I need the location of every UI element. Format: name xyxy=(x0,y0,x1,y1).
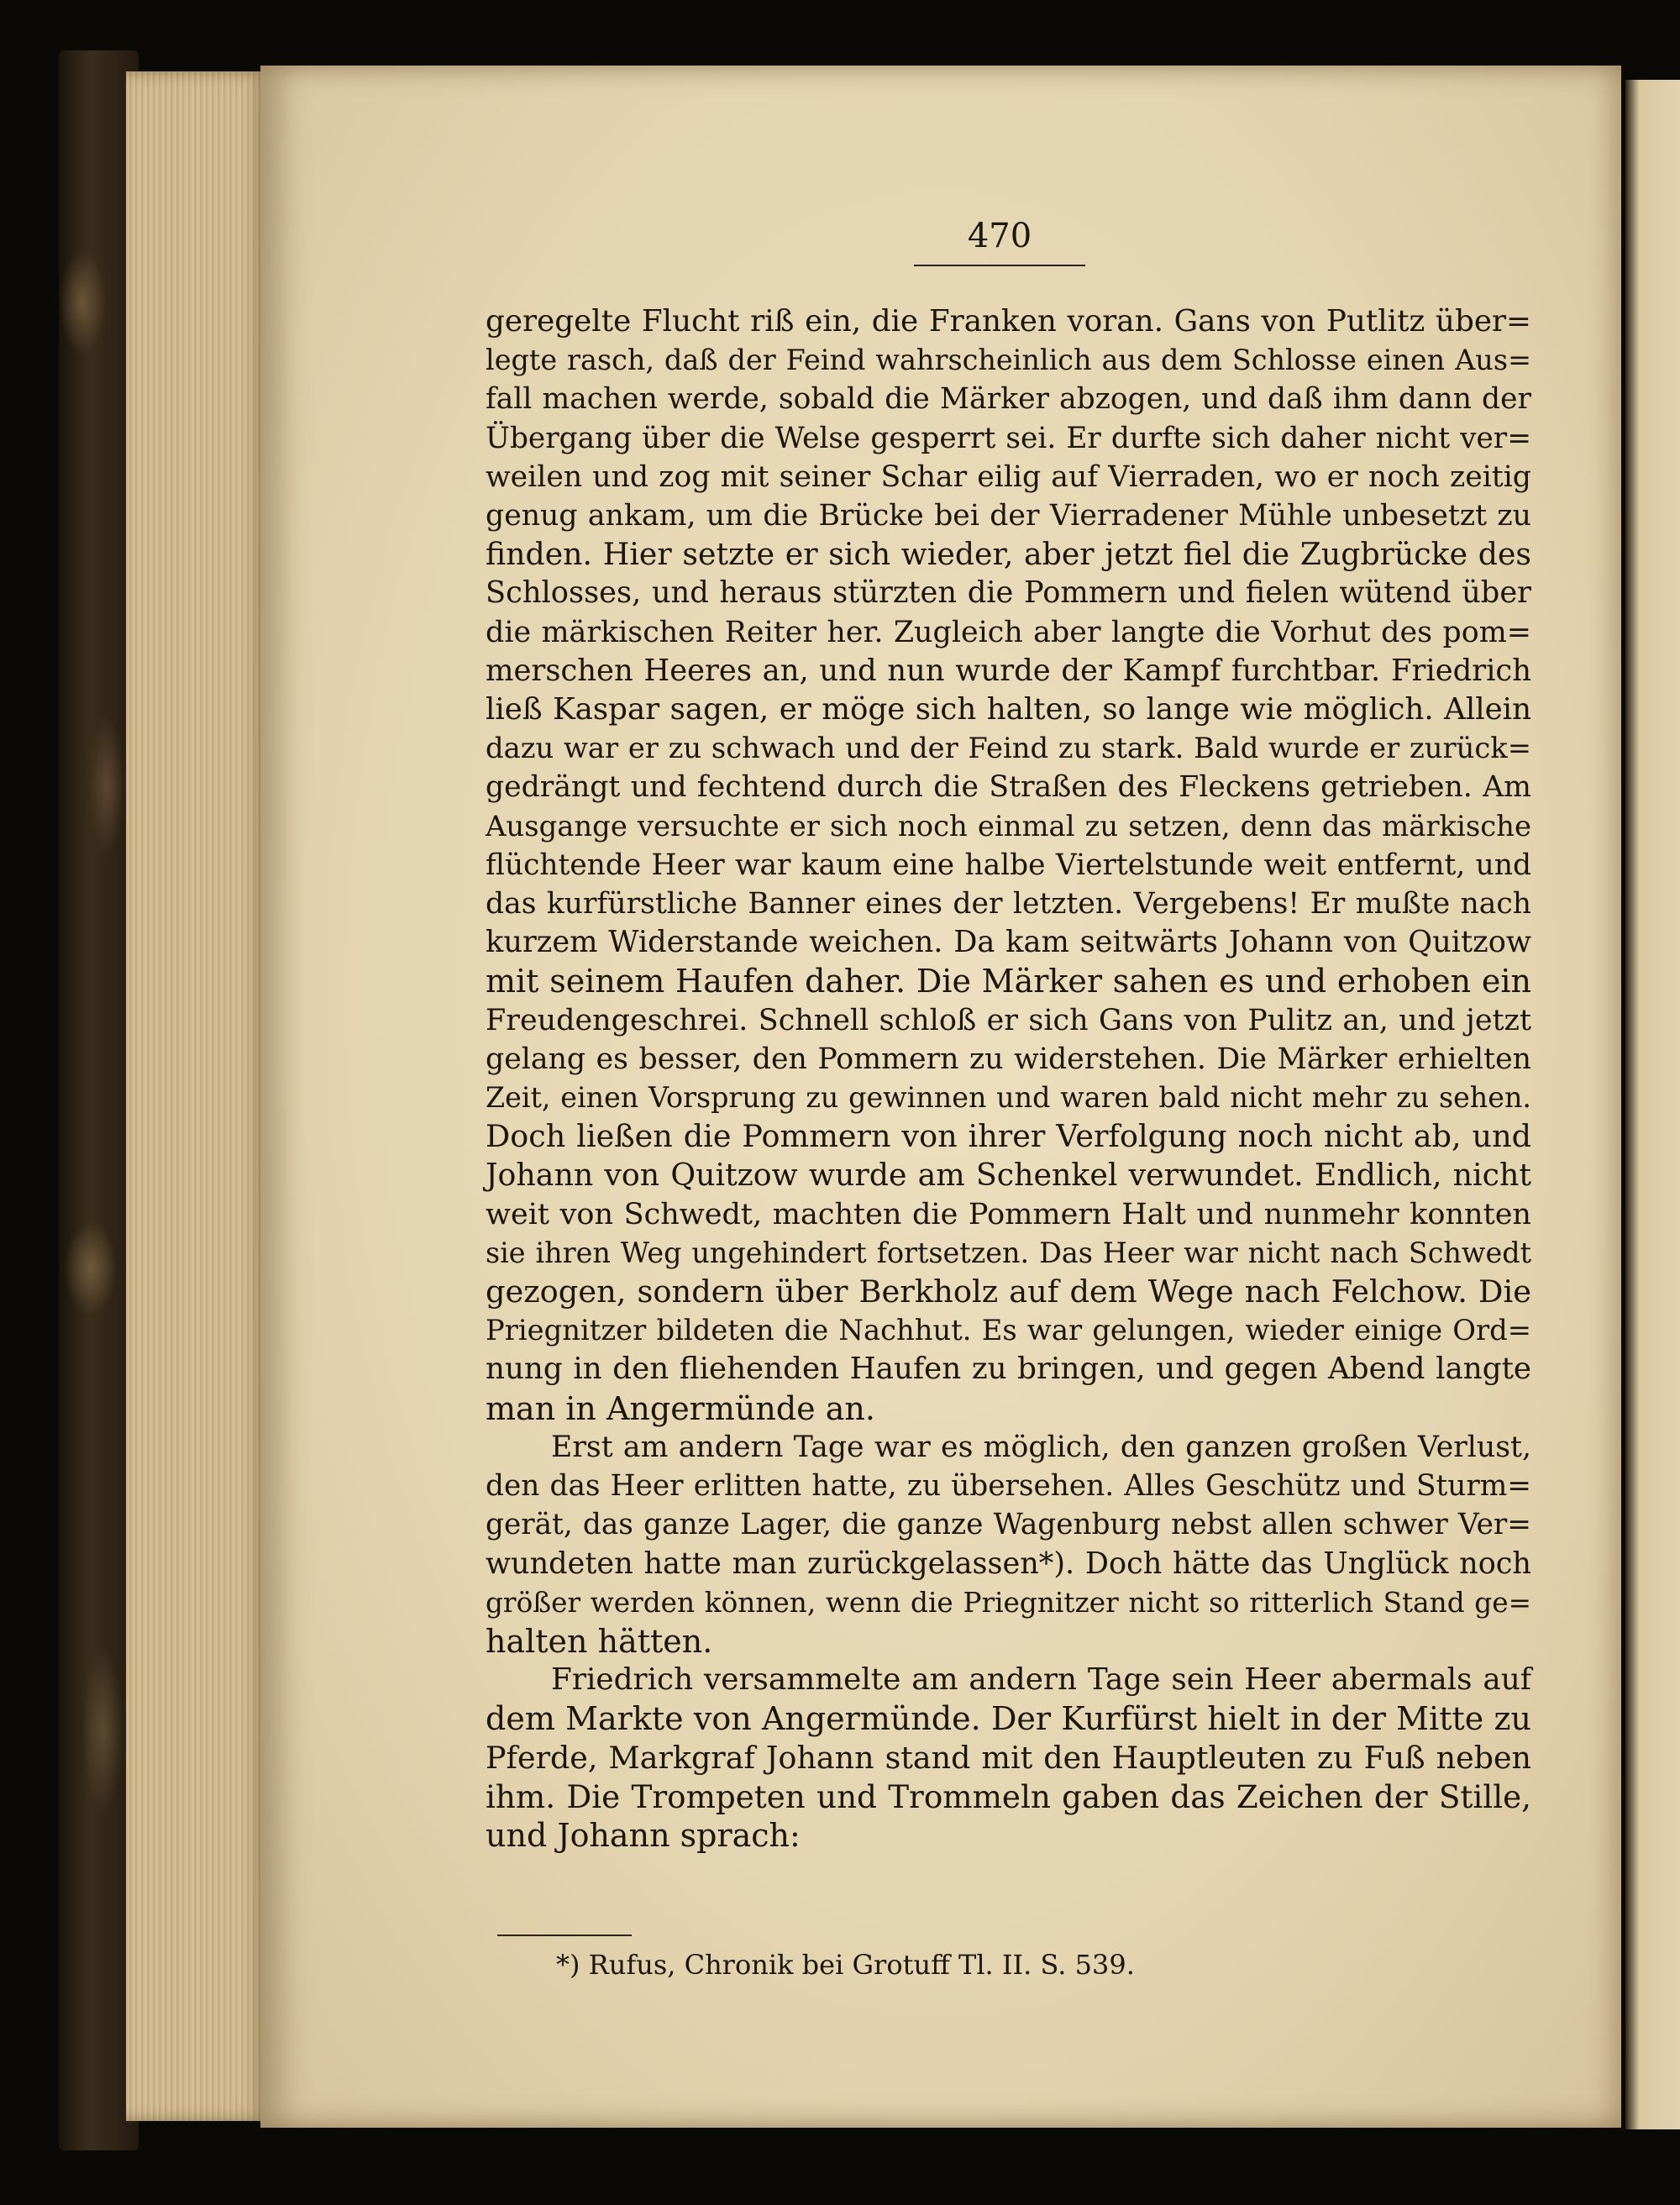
text-line: mit seinem Haufen daher. Die Märker sahen es und erhoben ein xyxy=(486,963,1531,1000)
text-line: und Johann sprach: xyxy=(486,1816,801,1854)
text-line: finden. Hier setzte er sich wieder, aber jetzt fiel die Zugbrücke des xyxy=(486,536,1531,573)
text-line: größer werden können, wenn die Priegnitzer nicht so ritterlich Stand ge= xyxy=(486,1586,1531,1619)
text-line: wundeten hatte man zurückgelassen*). Doch hätte das Unglück noch xyxy=(486,1546,1531,1581)
text-line: flüchtende Heer war kaum eine halbe Viertelstunde weit entfernt, und xyxy=(486,848,1531,882)
text-line: Schlosses, und heraus stürzten die Pommern und fielen wütend über xyxy=(486,575,1531,611)
page-number-rule xyxy=(914,265,1085,266)
text-line: Erst am andern Tage war es möglich, den ganzen großen Verlust, xyxy=(551,1430,1531,1464)
text-line: gezogen, sondern über Berkholz auf dem Wege nach Felchow. Die xyxy=(486,1273,1531,1310)
text-line: Zeit, einen Vorsprung zu gewinnen und waren bald nicht mehr zu sehen. xyxy=(486,1081,1531,1115)
text-line: Johann von Quitzow wurde am Schenkel verwundet. Endlich, nicht xyxy=(486,1157,1531,1194)
page-number: 470 xyxy=(967,217,1032,255)
text-line: Ausgange versuchte er sich noch einmal zu setzen, denn das märkische xyxy=(486,809,1531,843)
text-line: Freudengeschrei. Schnell schloß er sich Gans von Pulitz an, und jetzt xyxy=(486,1003,1531,1037)
text-line: gedrängt und fechtend durch die Straßen des Fleckens getrieben. Am xyxy=(486,770,1531,805)
body-text xyxy=(486,302,1531,1855)
facing-page xyxy=(1625,80,1680,2129)
text-line: Priegnitzer bildeten die Nachhut. Es war gelungen, wieder einige Ord= xyxy=(486,1314,1531,1347)
footnote: *) Rufus, Chronik bei Grotuff Tl. II. S. 539. xyxy=(556,1949,1135,1981)
text-line: weilen und zog mit seiner Schar eilig auf Vierraden, wo er noch zeitig xyxy=(486,459,1531,494)
text-line: ihm. Die Trompeten und Trommeln gaben das Zeichen der Stille, xyxy=(486,1777,1531,1815)
text-line: das kurfürstliche Banner eines der letzten. Vergebens! Er mußte nach xyxy=(486,887,1531,921)
text-line: Übergang über die Welse gesperrt sei. Er durfte sich daher nicht ver= xyxy=(486,421,1531,455)
text-line: sie ihren Weg ungehindert fortsetzen. Das Heer war nicht nach Schwedt xyxy=(486,1236,1531,1269)
text-line: gelang es besser, den Pommern zu widerstehen. Die Märker erhielten xyxy=(486,1042,1531,1076)
page-edges xyxy=(126,71,269,2121)
text-line: die märkischen Reiter her. Zugleich aber langte die Vorhut des pom= xyxy=(486,615,1531,649)
text-line: nung in den fliehenden Haufen zu bringen, und gegen Abend langte xyxy=(486,1352,1531,1387)
text-line: kurzem Widerstande weichen. Da kam seitwärts Johann von Quitzow xyxy=(486,925,1531,960)
text-line: merschen Heeres an, und nun wurde der Kampf furchtbar. Friedrich xyxy=(486,653,1531,688)
text-line: genug ankam, um die Brücke bei der Vierradener Mühle unbesetzt zu xyxy=(486,499,1531,533)
text-line: Pferde, Markgraf Johann stand mit den Hauptleuten zu Fuß neben xyxy=(486,1739,1531,1776)
text-line: gerät, das ganze Lager, die ganze Wagenburg nebst allen schwer Ver= xyxy=(486,1508,1531,1542)
text-line: den das Heer erlitten hatte, zu übersehen. Alles Geschütz und Sturm= xyxy=(486,1469,1531,1504)
text-line: dem Markte von Angermünde. Der Kurfürst hielt in der Mitte zu xyxy=(486,1700,1531,1738)
text-line: halten hätten. xyxy=(486,1622,713,1660)
text-line: Doch ließen die Pommern von ihrer Verfolgung noch nicht ab, und xyxy=(486,1118,1531,1155)
text-line: dazu war er zu schwach und der Feind zu stark. Bald wurde er zurück= xyxy=(486,732,1531,765)
footnote-rule xyxy=(497,1935,632,1936)
text-line: Friedrich versammelte am andern Tage sein Heer abermals auf xyxy=(551,1662,1531,1698)
text-line: legte rasch, daß der Feind wahrscheinlich aus dem Schlosse einen Aus= xyxy=(486,344,1531,377)
text-line: geregelte Flucht riß ein, die Franken voran. Gans von Putlitz über= xyxy=(486,304,1531,339)
text-line: fall machen werde, sobald die Märker abzogen, und daß ihm dann der xyxy=(486,382,1531,417)
text-line: man in Angermünde an. xyxy=(486,1389,875,1427)
text-line: weit von Schwedt, machten die Pommern Halt und nunmehr konnten xyxy=(486,1196,1531,1231)
text-line: ließ Kaspar sagen, er möge sich halten, so lange wie möglich. Allein xyxy=(486,692,1531,727)
